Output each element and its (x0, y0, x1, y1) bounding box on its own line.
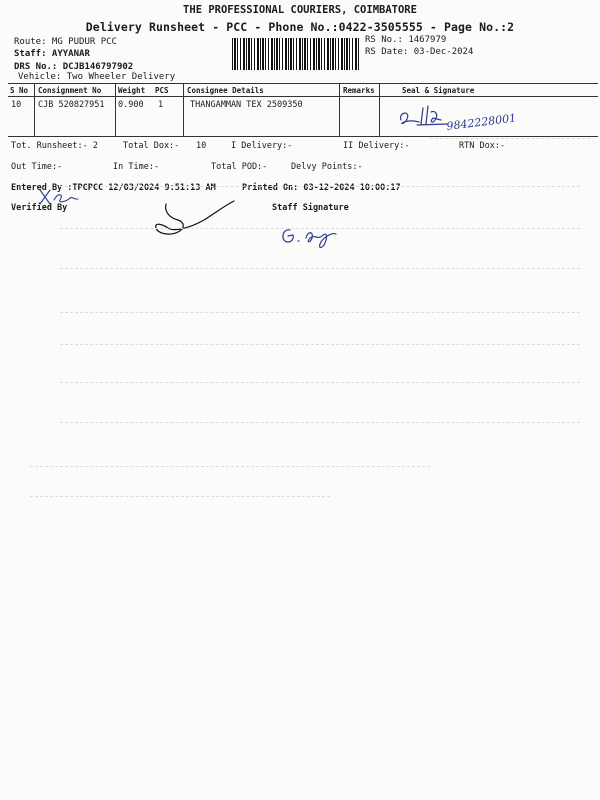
runsheet-title: Delivery Runsheet - PCC - Phone No.:0422-3505555 - Page No.:2 (85, 20, 515, 34)
cell-consignee: THANGAMMAN TEX 2509350 (190, 100, 303, 110)
cell-sno: 10 (11, 100, 22, 110)
entered-by: Entered By :TPCPCC 12/03/2024 9:51:13 AM (11, 183, 216, 193)
table-top-border (8, 83, 598, 84)
handwritten-signature-icon (395, 100, 575, 136)
header-remarks: Remarks (343, 86, 375, 95)
rs-number: RS No.: 1467979 (365, 35, 447, 45)
route-label: Route: MG PUDUR PCC (14, 37, 117, 47)
col-divider (339, 83, 340, 136)
reverse-bleed (60, 186, 580, 187)
col-divider (183, 83, 184, 136)
vehicle-label: Vehicle: Two Wheeler Delivery (18, 72, 176, 82)
reverse-bleed (60, 382, 580, 383)
cell-pcs: 1 (158, 100, 164, 110)
barcode (232, 38, 360, 70)
staff-signature-label: Staff Signature (272, 203, 349, 213)
total-dox-label: Total Dox:- (123, 141, 180, 151)
staff-signature-icon (278, 222, 348, 252)
cell-weight: 0.900 (118, 100, 144, 110)
table-bottom-border (8, 136, 598, 137)
printed-on: Printed On: 03-12-2024 10:00:17 (242, 183, 401, 193)
rs-date: RS Date: 03-Dec-2024 (365, 47, 474, 57)
in-time: In Time:- (113, 162, 160, 172)
verified-by: Verified By (11, 203, 68, 213)
header-seal-signature: Seal & Signature (402, 86, 475, 95)
table-header-border (8, 96, 598, 97)
col-divider (34, 83, 35, 136)
total-pod: Total POD:- (211, 162, 268, 172)
header-weight: Weight (118, 86, 146, 95)
header-consignment: Consignment No (38, 86, 102, 95)
reverse-bleed (30, 496, 330, 497)
reverse-bleed (60, 312, 580, 313)
reverse-bleed (60, 344, 580, 345)
col-divider (115, 83, 116, 136)
reverse-bleed (30, 466, 430, 467)
reverse-bleed (60, 228, 580, 229)
drs-number: DRS No.: DCJB146797902 (14, 62, 134, 72)
rtn-dox: RTN Dox:- (459, 141, 506, 151)
staff-label: Staff: AYYANAR (14, 49, 90, 59)
header-sno: S No (10, 86, 29, 95)
header-pcs: PCS (155, 86, 169, 95)
header-consignee: Consignee Details (187, 86, 264, 95)
ii-delivery: II Delivery:- (343, 141, 410, 151)
delvy-points: Delvy Points:- (291, 162, 363, 172)
reverse-bleed (60, 422, 580, 423)
out-time: Out Time:- (11, 162, 63, 172)
initials-signature-icon (150, 198, 240, 240)
reverse-bleed (430, 138, 590, 139)
i-delivery: I Delivery:- (231, 141, 293, 151)
col-divider (379, 83, 380, 136)
tot-runsheet: Tot. Runsheet:- 2 (11, 141, 98, 151)
total-dox-value: 10 (196, 141, 207, 151)
handwritten-phone: 9842228001 (445, 111, 517, 133)
cell-consignment-no: CJB 520827951 (38, 100, 105, 110)
company-name: THE PROFESSIONAL COURIERS, COIMBATORE (183, 4, 417, 16)
reverse-bleed (60, 268, 580, 269)
verifier-scribble-icon (36, 186, 86, 208)
